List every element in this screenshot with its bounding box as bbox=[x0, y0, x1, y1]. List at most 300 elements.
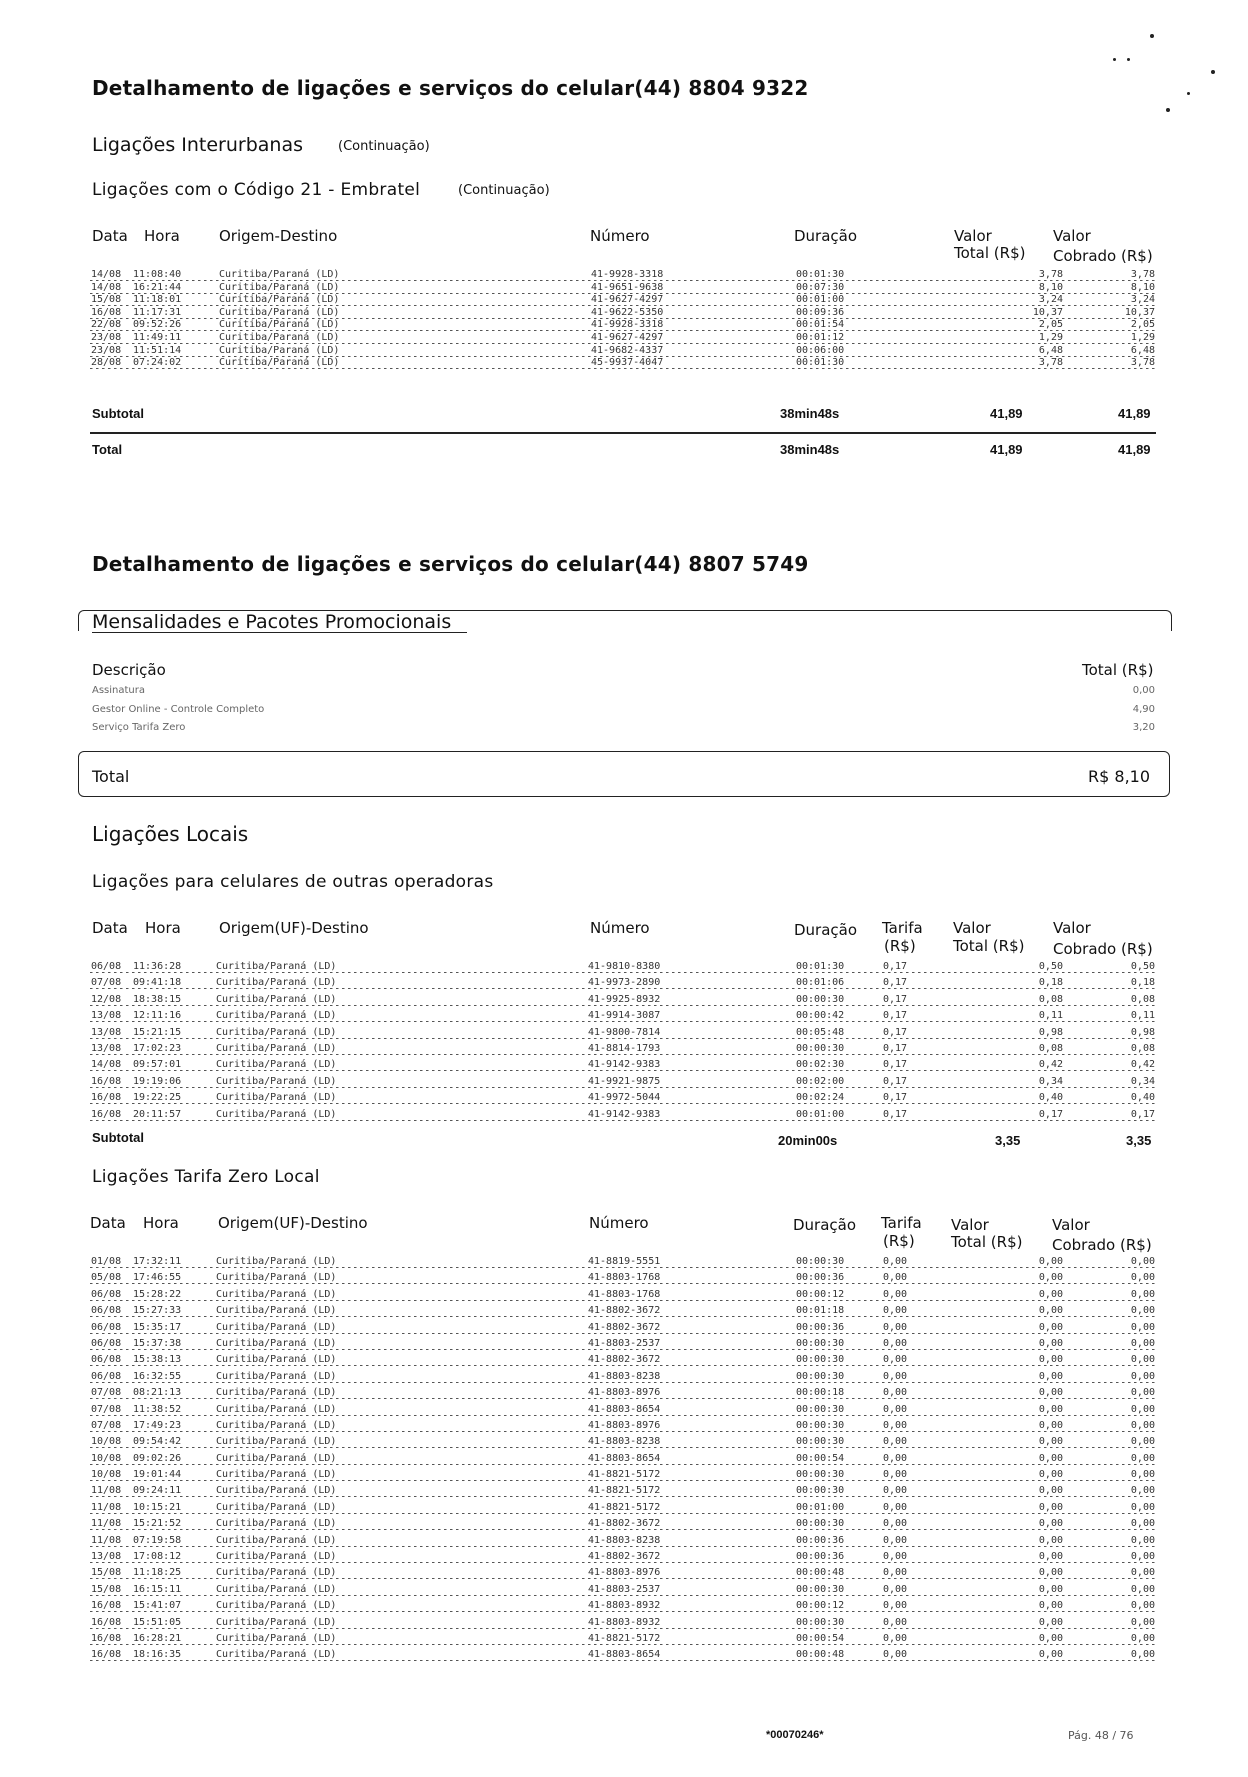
cell-hora: 10:15:21 bbox=[133, 1501, 182, 1513]
scan-dot bbox=[1166, 108, 1170, 112]
cell-valor-total: 0,00 bbox=[1038, 1649, 1063, 1661]
cell-numero: 41-8803-8932 bbox=[588, 1616, 661, 1628]
total-valor-cobrado: 41,89 bbox=[1118, 442, 1151, 457]
cell-data: 01/08 bbox=[91, 1256, 122, 1267]
cell-data: 07/08 bbox=[91, 1419, 122, 1431]
cell-data: 16/08 bbox=[91, 1600, 122, 1612]
cell-data: 06/08 bbox=[91, 1321, 122, 1333]
cell-valor-total: 2,05 bbox=[1038, 319, 1063, 331]
cell-duracao: 00:00:30 bbox=[796, 1354, 845, 1366]
cell-data: 28/08 bbox=[91, 357, 122, 369]
cell-numero: 41-8803-8238 bbox=[588, 1436, 661, 1448]
cell-hora: 15:28:22 bbox=[133, 1288, 182, 1300]
cell-valor-cobrado: 0,11 bbox=[1130, 1010, 1155, 1022]
item-value: 4,90 bbox=[1132, 703, 1155, 715]
cell-hora: 20:11:57 bbox=[133, 1108, 182, 1120]
cell-valor-cobrado: 0,00 bbox=[1130, 1288, 1155, 1300]
cell-duracao: 00:00:30 bbox=[796, 1583, 845, 1595]
cell-duracao: 00:06:00 bbox=[796, 344, 845, 356]
cell-origem: Curitiba/Paraná (LD) bbox=[216, 1501, 337, 1513]
cell-data: 16/08 bbox=[91, 1108, 122, 1120]
cell-origem: Curitiba/Paraná (LD) bbox=[219, 357, 340, 369]
cell-hora: 19:22:25 bbox=[133, 1092, 182, 1104]
cell-valor-cobrado: 3,78 bbox=[1130, 357, 1155, 369]
cell-valor-cobrado: 0,00 bbox=[1130, 1616, 1155, 1628]
table-row bbox=[90, 1517, 1156, 1533]
cell-duracao: 00:00:54 bbox=[796, 1632, 845, 1644]
cell-origem: Curitiba/Paraná (LD) bbox=[216, 1485, 337, 1497]
descricao-label: Descrição bbox=[92, 661, 166, 679]
table-row bbox=[90, 268, 1156, 281]
cell-valor-cobrado: 1,29 bbox=[1130, 331, 1155, 343]
cell-duracao: 00:01:30 bbox=[796, 357, 845, 369]
cell-tarifa: 0,00 bbox=[883, 1337, 908, 1349]
cell-valor-cobrado: 0,18 bbox=[1130, 977, 1155, 989]
cell-valor-total: 0,08 bbox=[1038, 993, 1063, 1005]
cell-tarifa: 0,00 bbox=[883, 1452, 908, 1464]
cell-tarifa: 0,17 bbox=[883, 1092, 908, 1104]
cell-valor-total: 0,00 bbox=[1038, 1256, 1063, 1267]
cell-valor-cobrado: 0,17 bbox=[1130, 1108, 1155, 1120]
cell-valor-total: 0,00 bbox=[1038, 1387, 1063, 1399]
cell-duracao: 00:00:36 bbox=[796, 1272, 845, 1284]
col-origem: Origem(UF)-Destino bbox=[218, 1214, 368, 1232]
col-data: Data bbox=[90, 1214, 126, 1232]
cell-valor-cobrado: 0,00 bbox=[1130, 1632, 1155, 1644]
item-description: Assinatura bbox=[92, 685, 146, 696]
cell-origem: Curitiba/Paraná (LD) bbox=[216, 1551, 337, 1563]
cell-data: 11/08 bbox=[91, 1534, 122, 1546]
cell-valor-total: 0,00 bbox=[1038, 1600, 1063, 1612]
cell-valor-total: 0,40 bbox=[1038, 1092, 1063, 1104]
cell-data: 10/08 bbox=[91, 1452, 122, 1464]
total-duration: 38min48s bbox=[780, 442, 840, 457]
cell-tarifa: 0,00 bbox=[883, 1321, 908, 1333]
cell-valor-total: 0,18 bbox=[1038, 977, 1063, 989]
cell-valor-total: 0,00 bbox=[1038, 1337, 1063, 1349]
table-row bbox=[90, 1468, 1156, 1484]
cell-valor-cobrado: 0,00 bbox=[1130, 1501, 1155, 1513]
cell-data: 06/08 bbox=[91, 1354, 122, 1366]
cell-data: 16/08 bbox=[91, 1616, 122, 1628]
cell-duracao: 00:00:48 bbox=[796, 1649, 845, 1661]
cell-origem: Curitiba/Paraná (LD) bbox=[216, 1518, 337, 1530]
cell-numero: 41-8803-2537 bbox=[588, 1337, 661, 1349]
cell-numero: 41-9682-4337 bbox=[591, 344, 664, 356]
cell-numero: 41-9925-8932 bbox=[588, 993, 661, 1005]
col-numero: Número bbox=[590, 227, 650, 245]
cell-valor-cobrado: 0,00 bbox=[1130, 1337, 1155, 1349]
table-row bbox=[90, 1042, 1156, 1058]
cell-hora: 16:28:21 bbox=[133, 1632, 182, 1644]
cell-valor-total: 3,78 bbox=[1038, 269, 1063, 280]
section-title: Detalhamento de ligações e serviços do celular(44) 8804 9322 bbox=[92, 76, 809, 100]
cell-valor-total: 6,48 bbox=[1038, 344, 1063, 356]
cell-valor-cobrado: 2,05 bbox=[1130, 319, 1155, 331]
divider bbox=[92, 632, 467, 633]
table-row bbox=[90, 1108, 1156, 1124]
cell-hora: 17:32:11 bbox=[133, 1256, 182, 1267]
cell-duracao: 00:00:36 bbox=[796, 1534, 845, 1546]
cell-origem: Curitiba/Paraná (LD) bbox=[216, 1469, 337, 1481]
col-valor-cobrado: Valor bbox=[1053, 227, 1091, 245]
cell-valor-total: 0,17 bbox=[1038, 1108, 1063, 1120]
cell-duracao: 00:00:48 bbox=[796, 1567, 845, 1579]
cell-duracao: 00:01:06 bbox=[796, 977, 845, 989]
cell-tarifa: 0,00 bbox=[883, 1419, 908, 1431]
box-total-value: R$ 8,10 bbox=[1088, 767, 1151, 786]
scan-dot bbox=[1187, 92, 1190, 95]
cell-duracao: 00:05:48 bbox=[796, 1026, 845, 1038]
cell-origem: Curitiba/Paraná (LD) bbox=[216, 1108, 337, 1120]
cell-data: 06/08 bbox=[91, 961, 122, 972]
table-row bbox=[90, 1452, 1156, 1468]
table-row bbox=[90, 1566, 1156, 1582]
cell-origem: Curitiba/Paraná (LD) bbox=[216, 1419, 337, 1431]
cell-numero: 41-8803-8238 bbox=[588, 1534, 661, 1546]
cell-valor-cobrado: 0,00 bbox=[1130, 1600, 1155, 1612]
cell-hora: 11:36:28 bbox=[133, 961, 182, 972]
cell-tarifa: 0,00 bbox=[883, 1534, 908, 1546]
cell-tarifa: 0,00 bbox=[883, 1567, 908, 1579]
table-row bbox=[90, 1583, 1156, 1599]
cell-hora: 19:19:06 bbox=[133, 1075, 182, 1087]
item-value: 0,00 bbox=[1132, 685, 1155, 696]
cell-origem: Curitiba/Paraná (LD) bbox=[216, 1321, 337, 1333]
cell-numero: 41-9142-9383 bbox=[588, 1059, 661, 1071]
cell-origem: Curitiba/Paraná (LD) bbox=[216, 1649, 337, 1661]
col-valor-cobrado-2: Cobrado (R$) bbox=[1052, 1236, 1152, 1254]
cell-valor-cobrado: 0,00 bbox=[1130, 1403, 1155, 1415]
cell-numero: 45-9937-4047 bbox=[591, 357, 664, 369]
col-valor-total-2: Total (R$) bbox=[953, 937, 1025, 955]
cell-valor-cobrado: 8,10 bbox=[1130, 281, 1155, 293]
cell-valor-cobrado: 0,00 bbox=[1130, 1419, 1155, 1431]
cell-origem: Curitiba/Paraná (LD) bbox=[216, 1075, 337, 1087]
cell-hora: 11:49:11 bbox=[133, 331, 182, 343]
cell-hora: 17:02:23 bbox=[133, 1042, 182, 1054]
calls-table bbox=[90, 268, 1156, 369]
cell-hora: 07:19:58 bbox=[133, 1534, 182, 1546]
cell-numero: 41-8803-8976 bbox=[588, 1567, 661, 1579]
cell-tarifa: 0,00 bbox=[883, 1272, 908, 1284]
cell-data: 23/08 bbox=[91, 344, 122, 356]
cell-origem: Curitiba/Paraná (LD) bbox=[216, 1010, 337, 1022]
cell-data: 06/08 bbox=[91, 1337, 122, 1349]
table-row bbox=[90, 1501, 1156, 1517]
cell-duracao: 00:00:36 bbox=[796, 1551, 845, 1563]
cell-origem: Curitiba/Paraná (LD) bbox=[216, 1452, 337, 1464]
cell-valor-cobrado: 0,00 bbox=[1130, 1256, 1155, 1267]
cell-valor-cobrado: 0,00 bbox=[1130, 1518, 1155, 1530]
cell-tarifa: 0,00 bbox=[883, 1256, 908, 1267]
cell-tarifa: 0,00 bbox=[883, 1551, 908, 1563]
cell-origem: Curitiba/Paraná (LD) bbox=[219, 281, 340, 293]
cell-origem: Curitiba/Paraná (LD) bbox=[216, 1272, 337, 1284]
cell-numero: 41-9622-5350 bbox=[591, 306, 664, 318]
cell-valor-total: 0,00 bbox=[1038, 1419, 1063, 1431]
cell-numero: 41-8803-1768 bbox=[588, 1272, 661, 1284]
cell-valor-total: 1,29 bbox=[1038, 331, 1063, 343]
subtotal-label: Subtotal bbox=[92, 1130, 144, 1145]
table-row bbox=[90, 1026, 1156, 1042]
cell-tarifa: 0,17 bbox=[883, 977, 908, 989]
cell-hora: 15:51:05 bbox=[133, 1616, 182, 1628]
cell-data: 07/08 bbox=[91, 1387, 122, 1399]
col-numero: Número bbox=[589, 1214, 649, 1232]
cell-valor-total: 0,00 bbox=[1038, 1436, 1063, 1448]
cell-duracao: 00:02:00 bbox=[796, 1075, 845, 1087]
table-row bbox=[90, 281, 1156, 294]
cell-valor-cobrado: 3,78 bbox=[1130, 269, 1155, 280]
cell-numero: 41-9800-7814 bbox=[588, 1026, 661, 1038]
cell-data: 13/08 bbox=[91, 1551, 122, 1563]
cell-valor-cobrado: 0,00 bbox=[1130, 1469, 1155, 1481]
cell-numero: 41-8821-5172 bbox=[588, 1501, 661, 1513]
cell-valor-cobrado: 0,34 bbox=[1130, 1075, 1155, 1087]
cell-numero: 41-9627-4297 bbox=[591, 294, 664, 306]
cell-valor-cobrado: 3,24 bbox=[1130, 294, 1155, 306]
cell-data: 16/08 bbox=[91, 1649, 122, 1661]
cell-duracao: 00:00:30 bbox=[796, 1518, 845, 1530]
cell-tarifa: 0,00 bbox=[883, 1305, 908, 1317]
cell-duracao: 00:00:30 bbox=[796, 993, 845, 1005]
table-row bbox=[90, 1304, 1156, 1320]
table-row bbox=[90, 960, 1156, 976]
cell-duracao: 00:01:30 bbox=[796, 961, 845, 972]
subtotal-valor-cobrado: 41,89 bbox=[1118, 406, 1151, 421]
cell-valor-total: 0,00 bbox=[1038, 1452, 1063, 1464]
col-duracao: Duração bbox=[793, 1216, 857, 1234]
cell-origem: Curitiba/Paraná (LD) bbox=[219, 344, 340, 356]
cell-tarifa: 0,00 bbox=[883, 1387, 908, 1399]
col-valor-cobrado: Valor bbox=[1052, 1216, 1090, 1234]
cell-valor-total: 0,42 bbox=[1038, 1059, 1063, 1071]
cell-tarifa: 0,17 bbox=[883, 993, 908, 1005]
subtotal-valor-cobrado: 3,35 bbox=[1126, 1133, 1152, 1148]
col-valor-total: Valor bbox=[953, 919, 991, 937]
cell-data: 16/08 bbox=[91, 1075, 122, 1087]
cell-numero: 41-9921-9875 bbox=[588, 1075, 661, 1087]
table-row bbox=[90, 356, 1156, 369]
cell-valor-total: 0,00 bbox=[1038, 1583, 1063, 1595]
table-row bbox=[90, 1091, 1156, 1107]
cell-valor-cobrado: 0,00 bbox=[1130, 1354, 1155, 1366]
cell-numero: 41-8802-3672 bbox=[588, 1321, 661, 1333]
cell-valor-total: 0,98 bbox=[1038, 1026, 1063, 1038]
cell-valor-cobrado: 0,00 bbox=[1130, 1534, 1155, 1546]
cell-origem: Curitiba/Paraná (LD) bbox=[219, 269, 340, 280]
scan-dot bbox=[1150, 34, 1154, 38]
cell-valor-cobrado: 0,00 bbox=[1130, 1305, 1155, 1317]
cell-valor-total: 0,00 bbox=[1038, 1370, 1063, 1382]
cell-hora: 15:37:38 bbox=[133, 1337, 182, 1349]
col-tarifa-2: (R$) bbox=[884, 937, 916, 955]
table-row bbox=[90, 1337, 1156, 1353]
table-row bbox=[90, 306, 1156, 319]
cell-data: 07/08 bbox=[91, 977, 122, 989]
cell-hora: 09:02:26 bbox=[133, 1452, 182, 1464]
cell-hora: 15:35:17 bbox=[133, 1321, 182, 1333]
col-origem: Origem(UF)-Destino bbox=[219, 919, 369, 937]
cell-tarifa: 0,17 bbox=[883, 1042, 908, 1054]
cell-hora: 16:32:55 bbox=[133, 1370, 182, 1382]
total-box bbox=[78, 751, 1170, 797]
cell-data: 06/08 bbox=[91, 1370, 122, 1382]
cell-origem: Curitiba/Paraná (LD) bbox=[216, 1534, 337, 1546]
cell-numero: 41-8802-3672 bbox=[588, 1518, 661, 1530]
page-number: Pág. 48 / 76 bbox=[1068, 1729, 1134, 1742]
item-value: 3,20 bbox=[1132, 722, 1155, 733]
cell-hora: 17:49:23 bbox=[133, 1419, 182, 1431]
table-row bbox=[90, 1632, 1156, 1648]
table-row bbox=[90, 293, 1156, 306]
box-total-label: Total bbox=[92, 767, 130, 786]
cell-origem: Curitiba/Paraná (LD) bbox=[219, 306, 340, 318]
cell-duracao: 00:00:54 bbox=[796, 1452, 845, 1464]
cell-hora: 16:21:44 bbox=[133, 281, 182, 293]
calls-table bbox=[90, 1255, 1156, 1665]
col-tarifa: Tarifa bbox=[881, 1214, 922, 1232]
cell-hora: 11:18:25 bbox=[133, 1567, 182, 1579]
table-row bbox=[90, 976, 1156, 992]
table-row bbox=[90, 1288, 1156, 1304]
table-row bbox=[90, 1255, 1156, 1271]
cell-tarifa: 0,00 bbox=[883, 1403, 908, 1415]
cell-numero: 41-8803-8976 bbox=[588, 1419, 661, 1431]
calls-table bbox=[90, 960, 1156, 1124]
cell-tarifa: 0,00 bbox=[883, 1600, 908, 1612]
cell-numero: 41-9627-4297 bbox=[591, 331, 664, 343]
cell-data: 13/08 bbox=[91, 1026, 122, 1038]
mens-title: Mensalidades e Pacotes Promocionais bbox=[92, 611, 452, 633]
cell-valor-cobrado: 0,00 bbox=[1130, 1321, 1155, 1333]
cell-valor-total: 3,24 bbox=[1038, 294, 1063, 306]
cell-tarifa: 0,00 bbox=[883, 1632, 908, 1644]
cell-valor-cobrado: 0,98 bbox=[1130, 1026, 1155, 1038]
cell-data: 13/08 bbox=[91, 1042, 122, 1054]
cell-numero: 41-8803-2537 bbox=[588, 1583, 661, 1595]
cell-origem: Curitiba/Paraná (LD) bbox=[216, 1026, 337, 1038]
cell-numero: 41-9928-3318 bbox=[591, 269, 664, 280]
cell-origem: Curitiba/Paraná (LD) bbox=[216, 1632, 337, 1644]
cell-hora: 09:41:18 bbox=[133, 977, 182, 989]
barcode-number: *00070246* bbox=[766, 1729, 824, 1741]
table-row bbox=[90, 1484, 1156, 1500]
cell-valor-total: 0,11 bbox=[1038, 1010, 1063, 1022]
cell-tarifa: 0,00 bbox=[883, 1485, 908, 1497]
table-row bbox=[90, 1386, 1156, 1402]
total-valor-total: 41,89 bbox=[990, 442, 1023, 457]
cell-duracao: 00:00:42 bbox=[796, 1010, 845, 1022]
cell-valor-total: 0,00 bbox=[1038, 1354, 1063, 1366]
divider bbox=[90, 432, 1156, 434]
table-row bbox=[90, 1419, 1156, 1435]
table-row bbox=[90, 318, 1156, 331]
table-row bbox=[90, 1321, 1156, 1337]
cell-numero: 41-9972-5044 bbox=[588, 1092, 661, 1104]
cell-data: 15/08 bbox=[91, 294, 122, 306]
cell-duracao: 00:09:36 bbox=[796, 306, 845, 318]
cell-hora: 11:51:14 bbox=[133, 344, 182, 356]
scan-dot bbox=[1113, 58, 1116, 61]
cell-tarifa: 0,00 bbox=[883, 1370, 908, 1382]
cell-origem: Curitiba/Paraná (LD) bbox=[216, 993, 337, 1005]
col-hora: Hora bbox=[145, 919, 181, 937]
cell-hora: 19:01:44 bbox=[133, 1469, 182, 1481]
table-row bbox=[90, 1616, 1156, 1632]
cell-numero: 41-8821-5172 bbox=[588, 1485, 661, 1497]
cell-data: 15/08 bbox=[91, 1567, 122, 1579]
cell-numero: 41-9810-8380 bbox=[588, 961, 661, 972]
col-duracao: Duração bbox=[794, 227, 858, 245]
cell-valor-total: 0,00 bbox=[1038, 1288, 1063, 1300]
col-valor-cobrado: Valor bbox=[1053, 919, 1091, 937]
cell-duracao: 00:01:00 bbox=[796, 294, 845, 306]
subtotal-duration: 38min48s bbox=[780, 406, 840, 421]
cell-hora: 09:57:01 bbox=[133, 1059, 182, 1071]
cell-origem: Curitiba/Paraná (LD) bbox=[216, 1305, 337, 1317]
cell-duracao: 00:00:30 bbox=[796, 1616, 845, 1628]
cell-hora: 09:54:42 bbox=[133, 1436, 182, 1448]
col-data: Data bbox=[92, 919, 128, 937]
cell-numero: 41-8802-3672 bbox=[588, 1551, 661, 1563]
cell-origem: Curitiba/Paraná (LD) bbox=[216, 961, 337, 972]
locais-title: Ligações Locais bbox=[92, 822, 249, 846]
col-duracao: Duração bbox=[794, 921, 858, 939]
cell-numero: 41-8802-3672 bbox=[588, 1354, 661, 1366]
cell-numero: 41-9973-2890 bbox=[588, 977, 661, 989]
cell-valor-total: 0,00 bbox=[1038, 1616, 1063, 1628]
cell-hora: 15:21:52 bbox=[133, 1518, 182, 1530]
cell-hora: 17:46:55 bbox=[133, 1272, 182, 1284]
col-valor-cobrado-2: Cobrado (R$) bbox=[1053, 940, 1153, 958]
cell-data: 11/08 bbox=[91, 1485, 122, 1497]
cell-duracao: 00:00:30 bbox=[796, 1256, 845, 1267]
cell-valor-total: 0,00 bbox=[1038, 1518, 1063, 1530]
cell-tarifa: 0,17 bbox=[883, 961, 908, 972]
cell-data: 05/08 bbox=[91, 1272, 122, 1284]
cell-hora: 07:24:02 bbox=[133, 357, 182, 369]
cell-valor-cobrado: 0,00 bbox=[1130, 1436, 1155, 1448]
cell-duracao: 00:07:30 bbox=[796, 281, 845, 293]
continuation-note: (Continuação) bbox=[458, 183, 550, 198]
scan-dot bbox=[1211, 70, 1215, 74]
group-title: Ligações para celulares de outras operadoras bbox=[92, 872, 494, 892]
table-row bbox=[90, 331, 1156, 344]
cell-valor-cobrado: 0,00 bbox=[1130, 1272, 1155, 1284]
cell-duracao: 00:00:12 bbox=[796, 1600, 845, 1612]
cell-duracao: 00:02:24 bbox=[796, 1092, 845, 1104]
cell-hora: 09:24:11 bbox=[133, 1485, 182, 1497]
cell-duracao: 00:00:12 bbox=[796, 1288, 845, 1300]
cell-tarifa: 0,17 bbox=[883, 1010, 908, 1022]
subtotal-duration: 20min00s bbox=[778, 1133, 838, 1148]
cell-valor-total: 0,08 bbox=[1038, 1042, 1063, 1054]
cell-origem: Curitiba/Paraná (LD) bbox=[216, 977, 337, 989]
group-title: Ligações Tarifa Zero Local bbox=[92, 1167, 320, 1187]
cell-data: 10/08 bbox=[91, 1436, 122, 1448]
cell-valor-total: 0,00 bbox=[1038, 1305, 1063, 1317]
cell-hora: 15:41:07 bbox=[133, 1600, 182, 1612]
cell-data: 22/08 bbox=[91, 319, 122, 331]
cell-valor-cobrado: 0,00 bbox=[1130, 1452, 1155, 1464]
table-row bbox=[90, 1370, 1156, 1386]
cell-hora: 15:21:15 bbox=[133, 1026, 182, 1038]
cell-hora: 11:17:31 bbox=[133, 306, 182, 318]
cell-valor-total: 0,00 bbox=[1038, 1272, 1063, 1284]
cell-hora: 16:15:11 bbox=[133, 1583, 182, 1595]
